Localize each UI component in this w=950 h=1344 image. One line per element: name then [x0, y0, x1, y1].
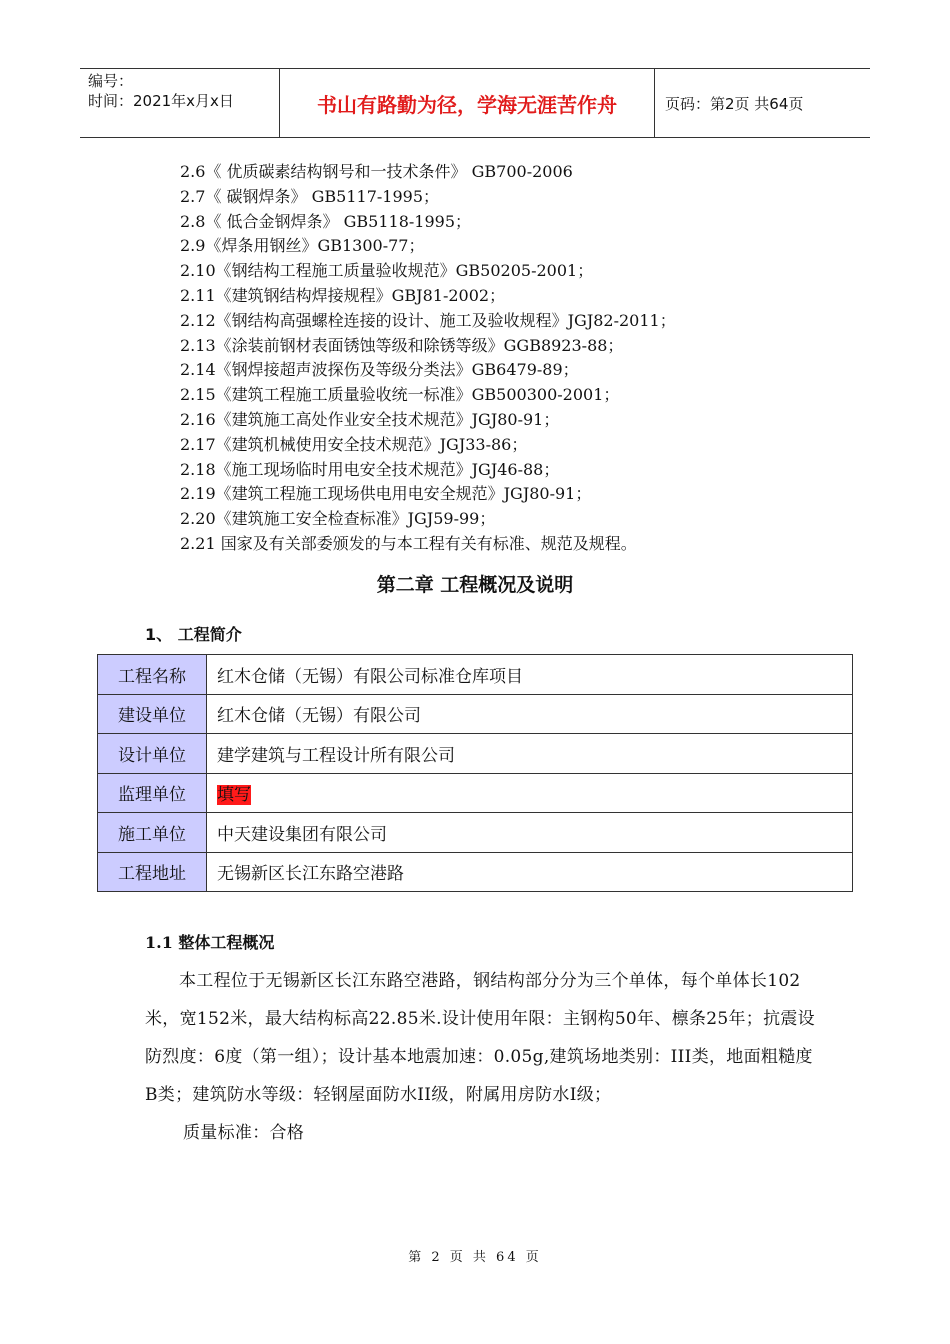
table-row [98, 734, 853, 774]
table-value-cell: 红木仓储（无锡）有限公司标准仓库项目 [207, 655, 853, 695]
reference-item: 2.13《涂装前钢材表面锈蚀等级和除锈等级》GGB8923-88； [180, 335, 624, 355]
table-row [98, 813, 853, 853]
table-key-cell: 监理单位 [98, 773, 207, 813]
quality-standard: 质量标准：合格 [183, 1123, 305, 1143]
table-key-cell: 工程地址 [98, 852, 207, 892]
overview-section [145, 962, 815, 1152]
reference-item: 2.14《钢焊接超声波探伤及等级分类法》GB6479-89； [180, 360, 579, 380]
table-value-cell: 中天建设集团有限公司 [207, 813, 853, 853]
project-info-table [97, 654, 853, 892]
table-row [98, 852, 853, 892]
reference-item: 2.20《建筑施工安全检查标准》JGJ59-99； [180, 509, 496, 529]
highlighted-placeholder: 填写 [217, 785, 251, 806]
subsection-heading [145, 930, 274, 953]
table-key-cell: 建设单位 [98, 694, 207, 734]
reference-item: 2.18《施工现场临时用电安全技术规范》JGJ46-88； [180, 459, 560, 479]
reference-item: 2.11《建筑钢结构焊接规程》GBJ81-2002； [180, 285, 506, 305]
table-value-cell: 红木仓储（无锡）有限公司 [207, 694, 853, 734]
table-value-cell: 无锡新区长江东路空港路 [207, 852, 853, 892]
reference-item: 2.16《建筑施工高处作业安全技术规范》JGJ80-91； [180, 409, 560, 429]
subsection-title: 整体工程概况 [178, 933, 275, 952]
table-row [98, 773, 853, 813]
page-header [80, 68, 870, 138]
page-footer: 第 2 页 共 64 页 [408, 1250, 542, 1265]
document-number-label: 编号： [88, 72, 134, 90]
reference-item: 2.15《建筑工程施工质量验收统一标准》GB500300-2001； [180, 385, 620, 405]
table-key-cell: 设计单位 [98, 734, 207, 774]
overview-paragraph: 本工程位于无锡新区长江东路空港路，钢结构部分分为三个单体，每个单体长102米，宽152米，最大结构标高22.85米.设计使用年限：主钢构50年、檩条25年；抗震设防烈度：6度（第一组）；设计基本地震加速：0.05g,建筑场地类别：III类，地面粗糙度B类；建筑防水等级：轻钢屋面防水II级，附属用房防水I级； [145, 971, 815, 1105]
reference-item: 2.7《 碳钢焊条》 GB5117-1995； [180, 186, 440, 206]
table-key-cell: 施工单位 [98, 813, 207, 853]
reference-item: 2.19《建筑工程施工现场供电用电安全规范》JGJ80-91； [180, 484, 592, 504]
chapter-title: 第二章 工程概况及说明 [376, 574, 574, 596]
reference-standards-list [180, 160, 840, 557]
table-value-cell [207, 773, 853, 813]
reference-item: 2.17《建筑机械使用安全技术规范》JGJ33-86； [180, 434, 528, 454]
reference-item: 2.10《钢结构工程施工质量验收规范》GB50205-2001； [180, 261, 594, 281]
table-value-cell: 建学建筑与工程设计所有限公司 [207, 734, 853, 774]
header-motto: 书山有路勤为径，学海无涯苦作舟 [280, 69, 655, 137]
table-row [98, 655, 853, 695]
table-row [98, 694, 853, 734]
header-meta [80, 69, 280, 137]
document-date-label: 时间：2021年x月x日 [88, 92, 234, 110]
reference-item: 2.9《焊条用钢丝》GB1300-77； [180, 236, 425, 256]
subsection-number: 1.1 [145, 933, 173, 952]
header-page-number: 页码：第2页 共64页 [665, 94, 804, 113]
table-key-cell: 工程名称 [98, 655, 207, 695]
reference-item: 2.21 国家及有关部委颁发的与本工程有关有标准、规范及规程。 [180, 533, 637, 553]
reference-item: 2.12《钢结构高强螺栓连接的设计、施工及验收规程》JGJ82-2011； [180, 310, 676, 330]
reference-item: 2.6《 优质碳素结构钢号和一技术条件》 GB700-2006 [180, 162, 573, 181]
section-heading: 1、 工程简介 [145, 625, 242, 644]
reference-item: 2.8《 低合金钢焊条》 GB5118-1995； [180, 211, 472, 231]
